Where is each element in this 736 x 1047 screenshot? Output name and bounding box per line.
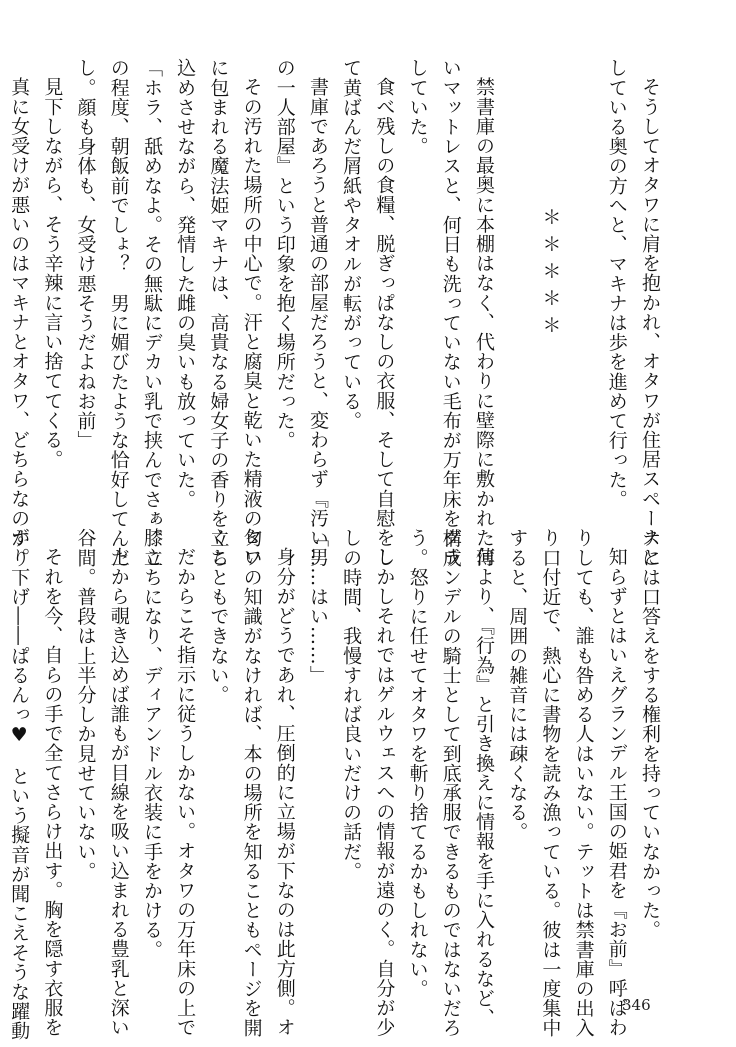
- top-block-line: に包まれる魔法姫マキナは、高貴なる婦女子の香りを立ち: [207, 58, 230, 568]
- top-block-line: している奥の方へと、マキナは歩を進めて行った。: [605, 58, 628, 509]
- bottom-block-line: 上から覗き込めば誰もが目線を吸い込まれる豊乳と深い: [107, 547, 130, 1037]
- bottom-block-line: りしても、誰も咎める人はいない。テットは禁書庫の出入: [572, 528, 595, 1038]
- top-block-line: していた。: [406, 58, 429, 156]
- bottom-block-line: 知らずとはいえグランデル王国の姫君を『お前』呼ばわ: [605, 547, 628, 1037]
- page-number: 346: [622, 996, 651, 1014]
- bottom-block-line: グランデルの騎士として到底承服できるものではないだろ: [439, 528, 462, 1038]
- bottom-block-line: 膝立ちになり、ディアンドル衣装に手をかける。: [140, 528, 163, 960]
- bottom-block-line: しの時間、我慢すれば良いだけの話だ。: [340, 528, 363, 881]
- top-block-line: し。顔も身体も、女受け悪そうだよねお前」: [74, 58, 97, 450]
- bottom-block-line: 何より、『行為』と引き換えに情報を手に入れるなど、: [472, 547, 495, 1028]
- top-block-line: [500, 58, 533, 490]
- bottom-block-line: すると、周囲の雑音には疎くなる。: [506, 528, 529, 842]
- top-block-line: [0, 58, 2, 490]
- bottom-block-line: 「……はい……」: [306, 528, 329, 685]
- top-block-line: 書庫であろうと普通の部屋だろうと、変わらず『汚い男: [306, 77, 329, 567]
- bottom-block-line: だからこそ指示に従うしかない。オタワの万年床の上で: [174, 547, 197, 1037]
- bottom-block-line: ずり下げ――ぱるんっ♥ という擬音が聞こえそうな躍動: [8, 528, 31, 1041]
- top-block-line: 見下しながら、そう辛辣に言い捨ててくる。: [41, 77, 64, 469]
- bottom-block-line: それを今、自らの手で全てさらけ出す。胸を隠す衣服を: [41, 547, 64, 1037]
- top-text-block: [8, 58, 666, 568]
- top-block-line: いマットレスと、何日も洗っていない毛布が万年床を構成: [439, 58, 462, 568]
- bottom-block-line: くこともできない。: [207, 528, 230, 705]
- bottom-block-line: 谷間。普段は上半分しか見せていない。: [74, 528, 97, 881]
- bottom-block-line: う。怒りに任せてオタワを斬り捨てるかもしれない。: [406, 528, 429, 999]
- top-block-line: 真に女受けが悪いのはマキナとオタワ、どちらなのか。: [8, 77, 31, 567]
- bottom-block-line: ナには口答えをする権利を持っていなかった。: [639, 528, 661, 940]
- top-block-line: 禁書庫の最奥に本棚はなく、代わりに壁際に敷かれた薄: [472, 77, 495, 567]
- top-block-line: 「ホラ、舐めなよ。その無駄にデカい乳で挟んでさぁ。こ: [140, 58, 163, 568]
- bottom-block-line: り口付近で、熱心に書物を読み漁っている。彼は一度集中: [539, 528, 562, 1038]
- top-block-line: そうしてオタワに肩を抱かれ、オタワが住居スペースと: [639, 77, 661, 567]
- top-block-line: ＊＊＊＊＊: [539, 206, 562, 342]
- top-block-line: の一人部屋』という印象を抱く場所だった。: [273, 58, 296, 450]
- bottom-block-line: しかしそれではゲルウェスへの情報が遠のく。自分が少: [373, 547, 396, 1037]
- bottom-block-line: タワの知識がなければ、本の場所を知ることもページを開: [240, 528, 263, 1038]
- top-block-line: の程度、朝飯前でしょ？ 男に媚びたような恰好してんだ: [107, 58, 130, 568]
- top-block-line: て黄ばんだ屑紙やタオルが転がっている。: [340, 58, 363, 431]
- top-block-line: 食べ残しの食糧、脱ぎっぱなしの衣服、そして自慰をし: [373, 77, 396, 567]
- top-block-line: 込めさせながら、発情した雌の臭いも放っていた。: [174, 58, 197, 509]
- top-block-line: その汚れた場所の中心で。汗と腐臭と乾いた精液の匂い: [240, 77, 263, 567]
- bottom-block-line: 身分がどうであれ、圧倒的に立場が下なのは此方側。オ: [273, 547, 296, 1037]
- top-block-line: [566, 58, 599, 490]
